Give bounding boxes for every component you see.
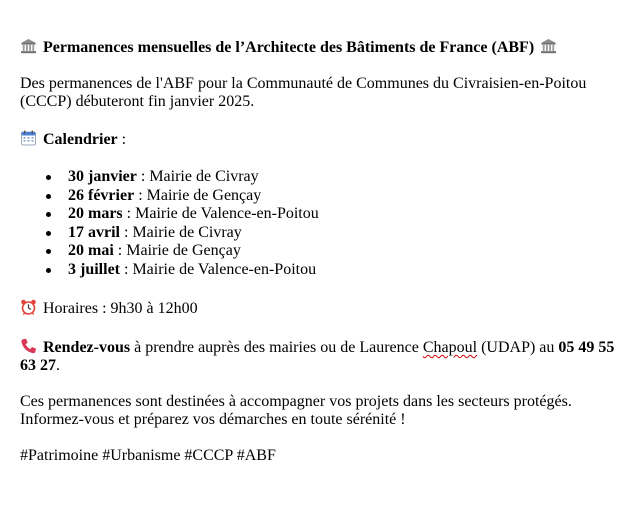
calendar-date-list <box>20 168 626 279</box>
date-location: Mairie de Civray <box>132 223 242 241</box>
appointment-end: . <box>56 357 60 374</box>
hours-paragraph <box>20 299 626 318</box>
calendar-heading-label: Calendrier <box>43 131 118 148</box>
list-item <box>68 168 626 187</box>
date-separator: : <box>134 186 147 204</box>
date-separator: : <box>136 168 150 185</box>
date-label: 17 avril <box>68 223 120 241</box>
date-separator: : <box>113 242 127 259</box>
date-label: 20 mai <box>68 242 114 259</box>
classical-building-icon <box>20 38 37 54</box>
list-item <box>68 224 626 243</box>
closing-line-1: Ces permanences sont destinées à accompagner vos projets dans les secteurs protégés. <box>20 393 572 410</box>
contact-name: Chapoul <box>422 339 478 356</box>
appointment-text-after: (UDAP) au <box>477 339 559 356</box>
appointment-label: Rendez-vous <box>43 339 131 356</box>
date-location: Mairie de Civray <box>149 168 259 185</box>
date-location: Mairie de Gençay <box>146 186 262 204</box>
closing-paragraph <box>20 393 626 429</box>
date-label: 30 janvier <box>68 168 137 185</box>
date-location: Mairie de Valence-en-Poitou <box>135 205 319 222</box>
date-location: Mairie de Gençay <box>126 242 241 259</box>
telephone-receiver-icon <box>20 338 37 354</box>
date-location: Mairie de Valence-en-Poitou <box>132 260 317 278</box>
list-item <box>68 205 626 224</box>
list-item <box>68 242 626 261</box>
hours-text: Horaires : 9h30 à 12h00 <box>43 300 198 317</box>
date-separator: : <box>120 260 133 278</box>
date-separator: : <box>120 223 133 241</box>
calendar-icon <box>20 130 37 146</box>
hashtags: #Patrimoine #Urbanisme #CCCP #ABF <box>20 447 276 464</box>
date-label: 3 juillet <box>68 260 120 278</box>
classical-building-icon <box>540 38 557 54</box>
appointment-text-before: à prendre auprès des mairies ou de Laurence <box>130 339 423 356</box>
closing-line-2: Informez-vous et préparez vos démarches en toute sérénité ! <box>20 411 406 428</box>
calendar-heading <box>20 130 626 149</box>
list-item <box>68 187 626 206</box>
list-item <box>68 261 626 280</box>
document-body <box>20 38 626 465</box>
phone-number: 05 49 55 63 27 <box>20 339 615 374</box>
date-label: 20 mars <box>68 205 123 222</box>
document-title <box>20 38 626 57</box>
date-separator: : <box>122 205 136 222</box>
appointment-paragraph <box>20 338 626 375</box>
calendar-heading-colon: : <box>117 131 127 148</box>
date-label: 26 février <box>68 186 135 204</box>
intro-paragraph: Des permanences de l'ABF pour la Communauté de Communes du Civraisien-en-Poitou (CCCP) débuteront fin janvier 2025. <box>20 75 587 110</box>
alarm-clock-icon <box>20 299 37 315</box>
title-text: Permanences mensuelles de l’Architecte des Bâtiments de France (ABF) <box>43 39 535 56</box>
